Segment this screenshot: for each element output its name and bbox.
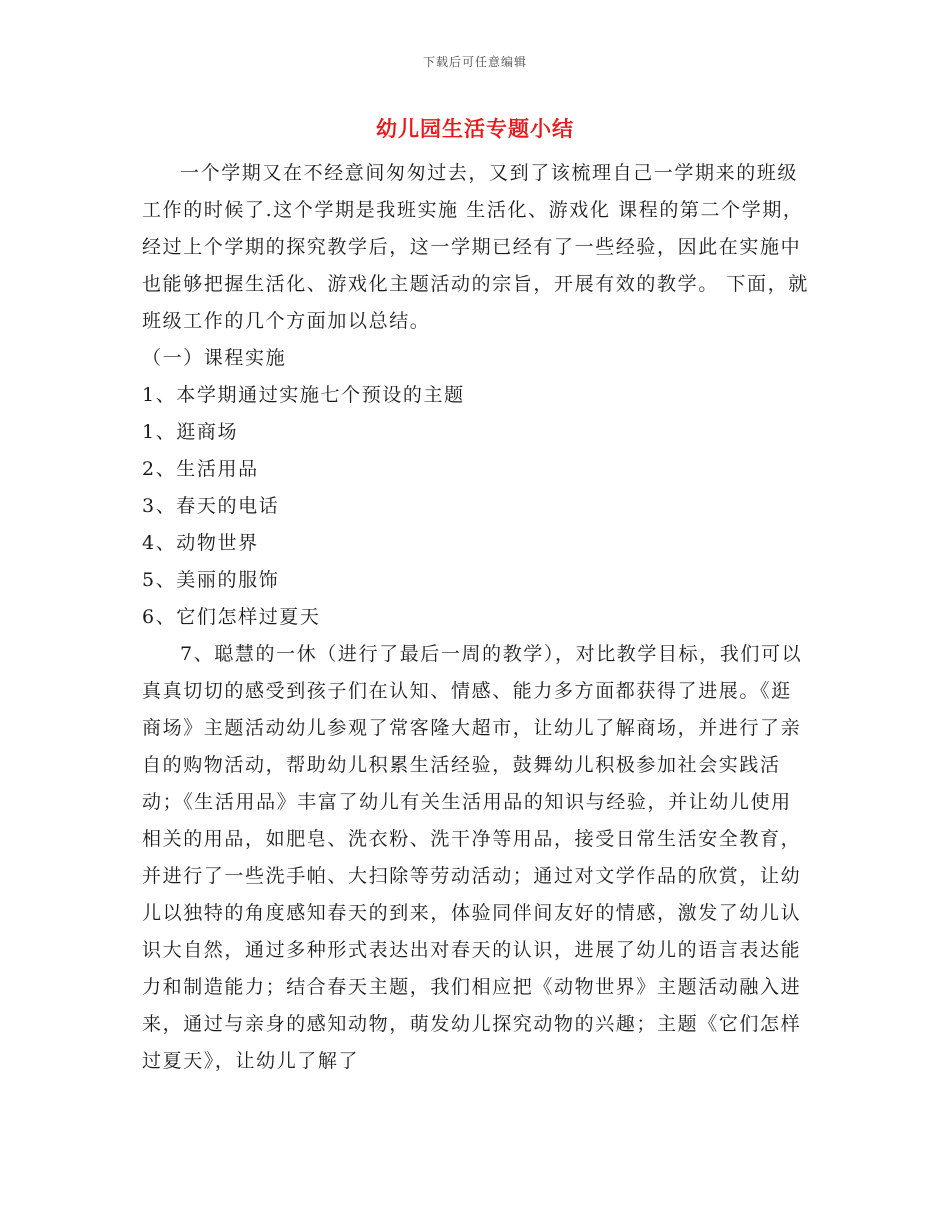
document-title: 幼儿园生活专题小结 xyxy=(376,116,574,141)
theme-item: 1、逛商场 xyxy=(142,421,239,443)
summary-paragraph: 7、聪慧的一休（进行了最后一周的教学），对比教学目标，我们可以真真切切的感受到孩子们在认知、情感、能力多方面都获得了进展。《逛商场》主题活动幼儿参观了常客隆大超市，让幼儿了解商场，并进行了亲自的购物活动，帮助幼儿积累生活经验，鼓舞幼儿积极参加社会实践活动；《生活用品》丰富了幼儿有关生活用品的知识与经验，并让幼儿使用相关的用品，如肥皂、洗衣粉、洗干净等用品，接受日常生活安全教育，并进行了一些洗手帕、大扫除等劳动活动；通过对文学作品的欣赏，让幼儿以独特的角度感知春天的到来，体验同伴间友好的情感，激发了幼儿认识大自然，通过多种形式表达出对春天的认识，进展了幼儿的语言表达能力和制造能力；结合春天主题，我们相应把《动物世界》主题活动融入进来，通过与亲身的感知动物，萌发幼儿探究动物的兴趣；主题《它们怎样过夏天》，让幼儿了解了 xyxy=(142,643,803,1072)
theme-item: 2、生活用品 xyxy=(142,458,259,480)
theme-item: 5、美丽的服饰 xyxy=(142,569,280,591)
theme-item: 4、动物世界 xyxy=(142,532,259,554)
item-heading: 1、本学期通过实施七个预设的主题 xyxy=(142,384,465,406)
theme-item: 3、春天的电话 xyxy=(142,495,280,517)
document-body xyxy=(142,155,812,1080)
page-header: 下载后可任意编辑 xyxy=(422,55,527,69)
intro-paragraph: 一个学期又在不经意间匆匆过去，又到了该梳理自己一学期来的班级工作的时候了.这个学期是我班实施 生活化、游戏化 课程的第二个学期，经过上个学期的探究教学后，这一学期已经有了一些经验，因此在实施中也能够把握生活化、游戏化主题活动的宗旨，开展有效的教学。 下面，就班级工作的几个方面加以总结。 xyxy=(142,162,809,332)
theme-item: 6、它们怎样过夏天 xyxy=(142,606,321,628)
section-heading: （一）课程实施 xyxy=(142,347,287,369)
